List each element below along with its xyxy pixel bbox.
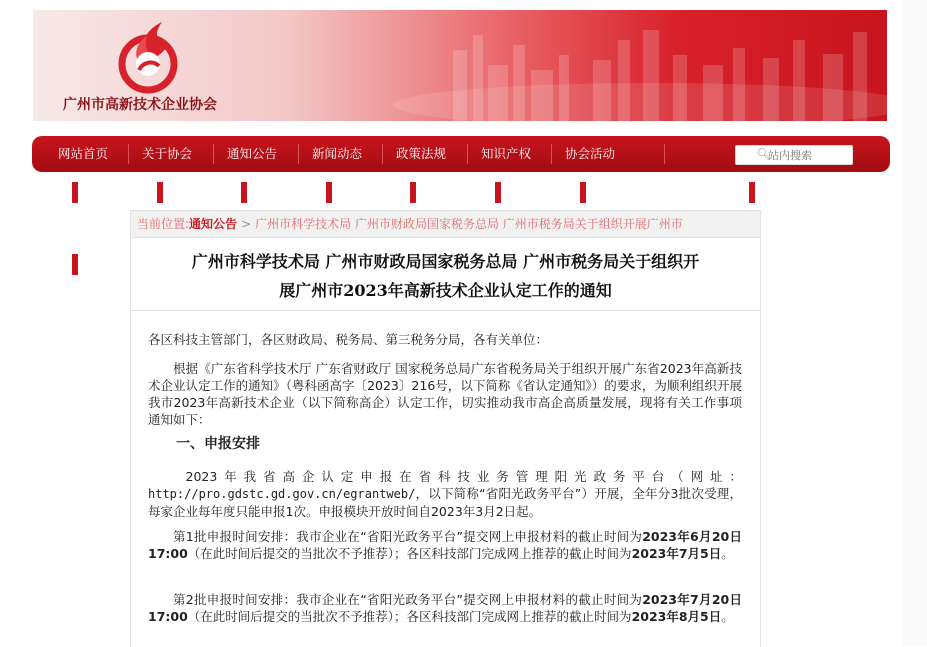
nav-item-ip[interactable]: 知识产权: [481, 146, 532, 161]
nav-divider: [664, 144, 665, 164]
title-line-2: 展广州市2023年高新技术企业认定工作的通知: [279, 281, 612, 300]
breadcrumb-separator: >: [241, 217, 252, 231]
nav-item-notices[interactable]: 通知公告: [227, 146, 278, 161]
batch2-deadline-recommend: 2023年8月5日: [631, 609, 722, 624]
main-nav: [32, 136, 890, 172]
batch2-deadline-submit: 2023年7月20日17:00: [148, 592, 743, 624]
batch1-deadline-recommend: 2023年7月5日: [631, 546, 722, 561]
paragraph-platform: [148, 468, 742, 520]
site-search[interactable]: [735, 145, 853, 165]
paragraph-text: （在此时间后提交的当批次不予推荐）；各区科技部门完成网上推荐的截止时间为: [187, 546, 632, 561]
breadcrumb-link-notices[interactable]: 通知公告: [189, 217, 238, 231]
platform-url: http://pro.gdstc.gd.gov.cn/egrantweb/: [148, 487, 416, 501]
paragraph-text: 。: [721, 546, 734, 561]
paragraph-batch-1: [148, 528, 742, 562]
paragraph-text: （在此时间后提交的当批次不予推荐）；各区科技部门完成网上推荐的截止时间为: [187, 609, 632, 624]
nav-divider: [298, 144, 299, 164]
search-input[interactable]: [768, 146, 848, 164]
nav-tick-marker: [241, 182, 247, 203]
nav-item-policies[interactable]: 政策法规: [396, 146, 447, 161]
nav-tick-marker: [157, 182, 163, 203]
org-name: 广州市高新技术企业协会: [63, 97, 217, 113]
nav-item-news[interactable]: 新闻动态: [312, 146, 363, 161]
association-logo: [107, 16, 189, 98]
paragraph-text: ，以下简称“省阳光政务平台”）开展，全年分3批次受理，每家企业每年度只能申报1次。申报模块开放时间自2023年3月2日起。: [148, 486, 742, 519]
nav-divider: [551, 144, 552, 164]
nav-divider: [213, 144, 214, 164]
sidebar-marker: [72, 254, 78, 275]
intro-paragraph: 根据《广东省科学技术厅 广东省财政厅 国家税务总局广东省税务局关于组织开展广东省2023年高新技术企业认定工作的通知》（粤科函高字〔2023〕216号，以下简称《省认定通知》）的要求，为顺利组织开展我市2023年高新技术企业（以下简称高企）认定工作，切实推动我市高企高质量发展，现将有关工作事项通知如下：: [148, 361, 742, 427]
nav-tick-marker: [749, 182, 755, 203]
nav-tick-marker: [410, 182, 416, 203]
nav-divider: [382, 144, 383, 164]
nav-tick-marker: [580, 182, 586, 203]
paragraph-text: 2023年我省高企认定申报在省科技业务管理阳光政务平台（网址：: [185, 469, 742, 484]
nav-tick-marker: [495, 182, 501, 203]
batch1-deadline-submit: 2023年6月20日17:00: [148, 529, 743, 561]
page-scrollbar-area[interactable]: [903, 0, 927, 646]
breadcrumb-page: 广州市科学技术局 广州市财政局国家税务总局 广州市税务局关于组织开展广州市: [255, 217, 683, 231]
paragraph-text: 第1批申报时间安排：我市企业在“省阳光政务平台”提交网上申报材料的截止时间为: [173, 529, 643, 544]
breadcrumb: [131, 211, 760, 238]
breadcrumb-prefix: 当前位置:: [137, 217, 190, 231]
nav-item-about[interactable]: 关于协会: [142, 146, 193, 161]
salutation: 各区科技主管部门，各区财政局、税务局、第三税务分局，各有关单位：: [148, 332, 549, 347]
nav-divider: [128, 144, 129, 164]
page-title: [131, 247, 760, 305]
nav-tick-marker: [326, 182, 332, 203]
section-heading: 一、申报安排: [176, 436, 260, 452]
nav-item-activities[interactable]: 协会活动: [565, 146, 616, 161]
article-panel: [130, 210, 761, 647]
search-icon[interactable]: 🔍︎: [756, 147, 772, 161]
paragraph-text: 第2批申报时间安排：我市企业在“省阳光政务平台”提交网上申报材料的截止时间为: [173, 592, 643, 607]
nav-divider: [467, 144, 468, 164]
paragraph-text: 。: [721, 609, 734, 624]
header-banner: [33, 10, 887, 121]
nav-item-home[interactable]: 网站首页: [58, 146, 109, 161]
nav-tick-marker: [72, 182, 78, 203]
title-line-1: 广州市科学技术局 广州市财政局国家税务总局 广州市税务局关于组织开: [191, 252, 700, 271]
paragraph-batch-2: [148, 591, 742, 625]
title-divider: [131, 310, 760, 311]
